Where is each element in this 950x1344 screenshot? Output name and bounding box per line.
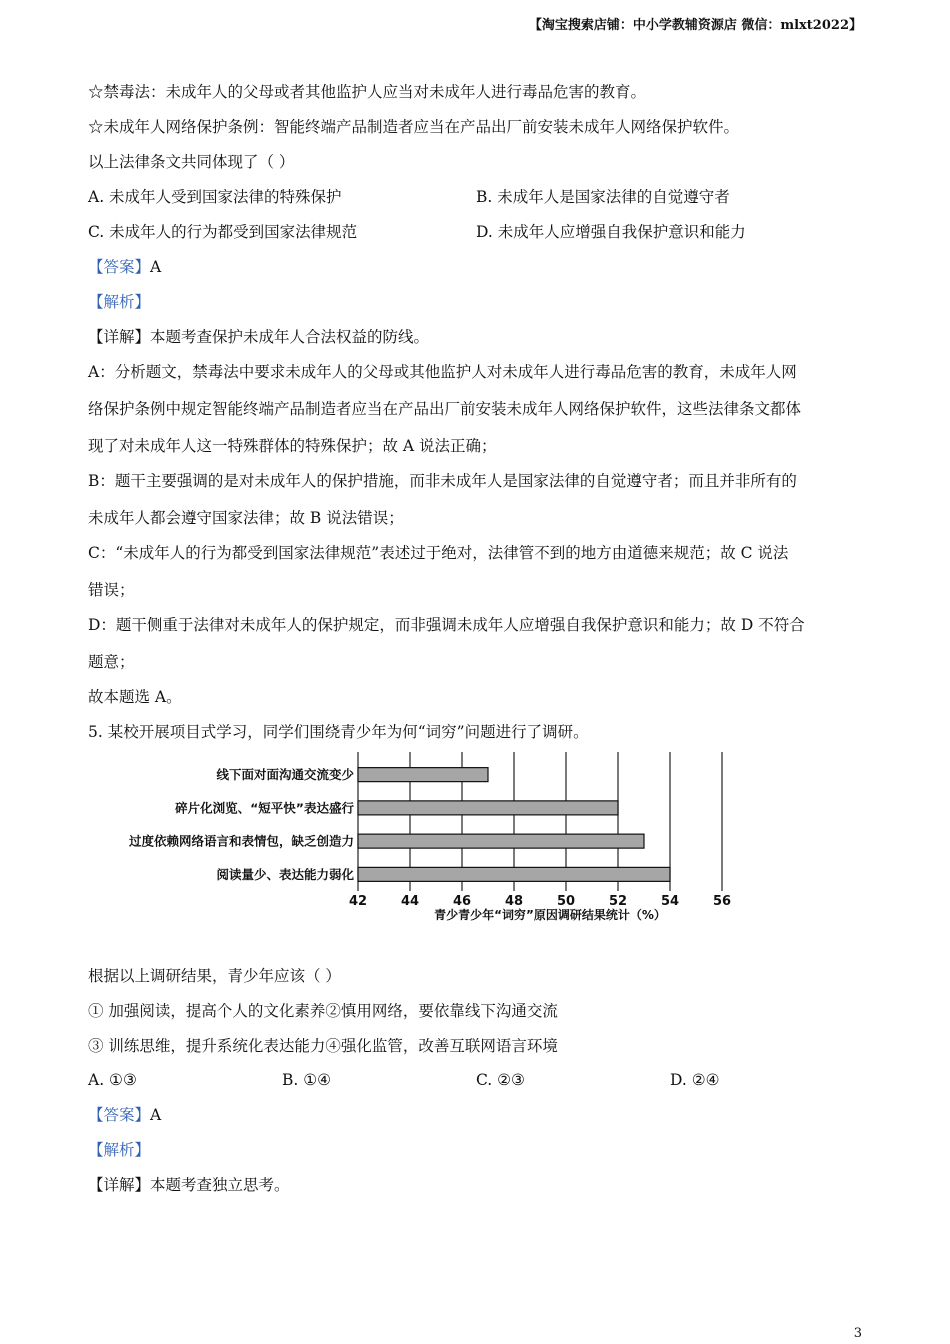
bar — [358, 768, 488, 782]
explanation-line: 题意； — [88, 653, 135, 671]
option-b: B. 未成年人是国家法律的自觉遵守者 — [476, 188, 730, 206]
statement-items-1: ① 加强阅读，提高个人的文化素养②慎用网络，要依靠线下沟通交流 — [88, 1002, 558, 1020]
x-tick-label: 52 — [608, 894, 628, 909]
explanation-line: 错误； — [88, 581, 135, 599]
answer-line — [88, 1105, 161, 1125]
option-a: A. ①③ — [88, 1071, 137, 1089]
explanation-line: B：题干主要强调的是对未成年人的保护措施，而非未成年人是国家法律的自觉遵守者；而且并非所有的 — [88, 472, 797, 490]
bar — [358, 801, 618, 815]
law-text-2: ☆未成年人网络保护条例：智能终端产品制造者应当在产品出厂前安装未成年人网络保护软件。 — [88, 118, 740, 136]
bar — [358, 867, 670, 881]
option-d: D. 未成年人应增强自我保护意识和能力 — [476, 223, 746, 241]
option-c: C. 未成年人的行为都受到国家法律规范 — [88, 223, 358, 241]
x-tick-label: 54 — [660, 894, 680, 909]
page-number: 3 — [853, 1326, 862, 1341]
analysis-tag: 【解析】 — [88, 1141, 151, 1159]
answer-tag: 【答案】 — [88, 1106, 151, 1124]
x-axis-label: 青少青少年“词穷”原因调研结果统计（%） — [434, 908, 666, 922]
statement-items-2: ③ 训练思维，提升系统化表达能力④强化监管，改善互联网语言环境 — [88, 1037, 558, 1055]
x-tick-label: 42 — [348, 894, 368, 909]
category-label: 碎片化浏览、“短平快”表达盛行 — [175, 800, 354, 816]
option-b: B. ①④ — [282, 1071, 332, 1089]
option-a: A. 未成年人受到国家法律的特殊保护 — [88, 188, 342, 206]
analysis-tag: 【解析】 — [88, 293, 151, 311]
bar — [358, 834, 644, 848]
law-text-1: ☆禁毒法：未成年人的父母或者其他监护人应当对未成年人进行毒品危害的教育。 — [88, 83, 647, 101]
category-label: 线下面对面沟通交流变少 — [216, 767, 354, 783]
option-c: C. ②③ — [476, 1071, 525, 1089]
explanation-line: C：“未成年人的行为都受到国家法律规范”表述过于绝对，法律管不到的地方由道德来规范；故 C 说法 — [88, 544, 789, 562]
explanation-line: 未成年人都会遵守国家法律；故 B 说法错误； — [88, 509, 404, 527]
x-tick-label: 56 — [712, 894, 732, 909]
detail-line: 【详解】本题考查保护未成年人合法权益的防线。 — [88, 328, 430, 346]
explanation-line: D：题干侧重于法律对未成年人的保护规定，而非强调未成年人应增强自我保护意识和能力；故 D 不符合 — [88, 616, 805, 634]
x-tick-label: 46 — [452, 894, 472, 909]
question-4-stem: 以上法律条文共同体现了（ ） — [88, 153, 295, 171]
explanation-line: 故本题选 A。 — [88, 688, 182, 706]
question-5-prompt: 根据以上调研结果，青少年应该（ ） — [88, 967, 341, 985]
explanation-line: 络保护条例中规定智能终端产品制造者应当在产品出厂前安装未成年人网络保护软件，这些法律条文都体 — [88, 400, 802, 418]
x-tick-label: 44 — [400, 894, 420, 909]
answer-line — [88, 257, 161, 277]
explanation-line: 现了对未成年人这一特殊群体的特殊保护；故 A 说法正确； — [88, 437, 497, 455]
survey-bar-chart — [80, 748, 780, 928]
option-d: D. ②④ — [670, 1071, 720, 1089]
answer-tag: 【答案】 — [88, 258, 151, 276]
x-tick-label: 50 — [556, 894, 576, 909]
explanation-line: A：分析题文，禁毒法中要求未成年人的父母或其他监护人对未成年人进行毒品危害的教育，未成年人网 — [88, 363, 797, 381]
category-label: 过度依赖网络语言和表情包，缺乏创造力 — [128, 833, 354, 849]
detail-line: 【详解】本题考查独立思考。 — [88, 1176, 290, 1194]
category-label: 阅读量少、表达能力弱化 — [216, 866, 354, 882]
question-5-stem: 5. 某校开展项目式学习，同学们围绕青少年为何“词穷”问题进行了调研。 — [88, 723, 589, 741]
page-header: 【淘宝搜索店铺：中小学教辅资源店 微信：mlxt2022】 — [528, 18, 862, 33]
answer-value: A — [150, 258, 162, 276]
answer-value: A — [150, 1106, 162, 1124]
x-tick-label: 48 — [504, 894, 524, 909]
